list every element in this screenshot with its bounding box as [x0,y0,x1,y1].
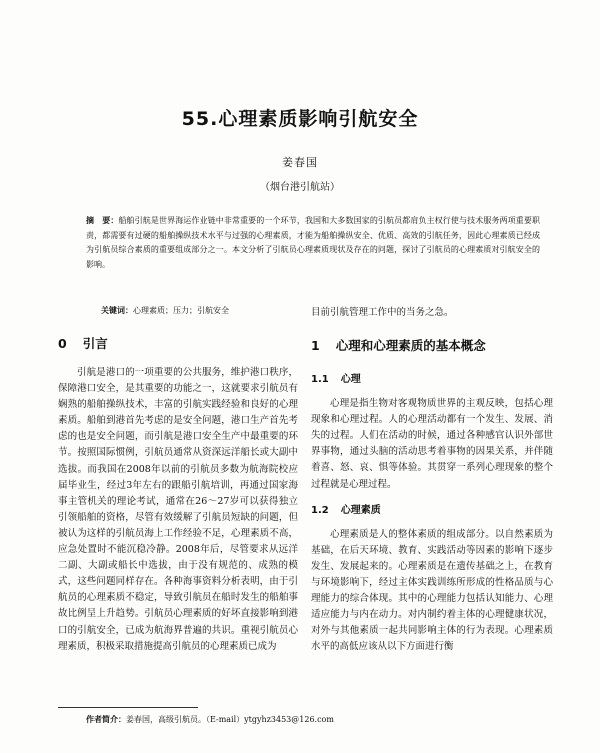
section-1-heading [311,338,553,354]
footnote-text: 姜春国，高级引航员。（E-mail）ytgyhz3453@126.com [126,715,334,724]
author-affiliation: （烟台港引航站） [260,182,340,193]
abstract-label: 摘 要： [86,215,119,225]
introduction-continuation: 目前引航管理工作中的当务之急。 [311,307,454,318]
section-1-1-title: 心理 [340,374,361,386]
section-1-2-title: 心理素质 [340,504,381,516]
keywords-label: 关键词： [101,305,133,315]
footnote-label: 作者简介： [86,714,126,724]
section-1-1-heading [311,372,553,388]
section-1-2-number: 1.2 [311,504,329,516]
introduction-paragraph: 引航是港口的一项重要的公共服务，维护港口秩序，保障港口安全，是其重要的功能之一，这就要求引航员有娴熟的船舶操纵技术，丰富的引航实践经验和良好的心理素质。船舶到港首先考虑的是安全问题，港口生产首先考虑的也是安全问题，而引航是港口安全生产中最重要的环节。按照国际惯例，引航员通常从资深远洋船长或大副中选拔。而我国在2008年以前的引航员多数为航海院校应届毕业生，经过3年左右的跟船引航培训，再通过国家海事主管机关的理论考试，通常在26～27岁可以获得独立引领船舶的资格，尽管有效缓解了引航员短缺的问题，但被认为这样的引航员海上工作经验不足，心理素质不高，应急处置时不能沉稳冷静。2008年后，尽管要求从远洋二副、大副或船长中选拔，由于没有规范的、成熟的模式，这些问题同样存在。各种海事资料分析表明，由于引航员的心理素质不稳定，导致引航员在船时发生的船舶事故比例呈上升趋势。引航员心理素质的好坏直接影响到港口的引航安全，已成为航海界普遍的共识。重视引航员心理素质，积极采取措施提高引航员的心理素质已成为 [58,367,298,652]
section-1-2-heading [311,503,553,519]
author-footnote [86,713,556,726]
section-1-2-paragraph: 心理素质是人的整体素质的组成部分。以自然素质为基础，在后天环境、教育、实践活动等因素的影响下逐步发生、发展起来的。心理素质是在遗传基础之上，在教育与环境影响下，经过主体实践训练所形成的性格品质与心理能力的综合体现。其中的心理能力包括认知能力、心理适应能力与内在动力。对内制约着主体的心理健康状况，对外与其他素质一起共同影响主体的行为表现。心理素质水平的高低应该从以下方面进行衡 [311,528,553,653]
section-0-title: 引言 [82,336,108,351]
section-1-number: 1 [311,338,320,354]
abstract-text: 船舶引航是世界海运作业链中非常重要的一个环节，我国和大多数国家的引航员都肩负主权行使与技术服务两项重要职责，都需要有过硬的船舶操纵技术水平与过强的心理素质，才能为船舶操纵安全、优质、高效的引航任务，因此心理素质已经成为引航员综合素质的重要组成部分之一。本文分析了引航员心理素质现状及存在的问题，探讨了引航员的心理素质对引航安全的影响。 [86,216,540,269]
section-1-1-number: 1.1 [311,374,329,386]
right-column [311,305,553,655]
section-0-heading [58,336,298,352]
section-0-number: 0 [58,336,67,351]
left-column [58,336,298,655]
paper-title: 55.心理素质影响引航安全 [181,108,419,130]
footnote-rule [58,707,198,708]
abstract [86,213,540,272]
keywords-text: 心理素质；压力；引航安全 [133,306,229,315]
section-1-1-paragraph: 心理是指生物对客观物质世界的主观反映，包括心理现象和心理过程。人的心理活动都有一个发生、发展、消失的过程。人们在活动的时候，通过各种感官认识外部世界事物，通过头脑的活动思考着事物的因果关系，并伴随着喜、怒、哀、惧等体验。其贯穿一系列心理现象的整个过程就是心理过程。 [311,398,553,490]
section-1-title: 心理和心理素质的基本概念 [335,338,486,354]
author-name: 姜春国 [282,156,318,169]
